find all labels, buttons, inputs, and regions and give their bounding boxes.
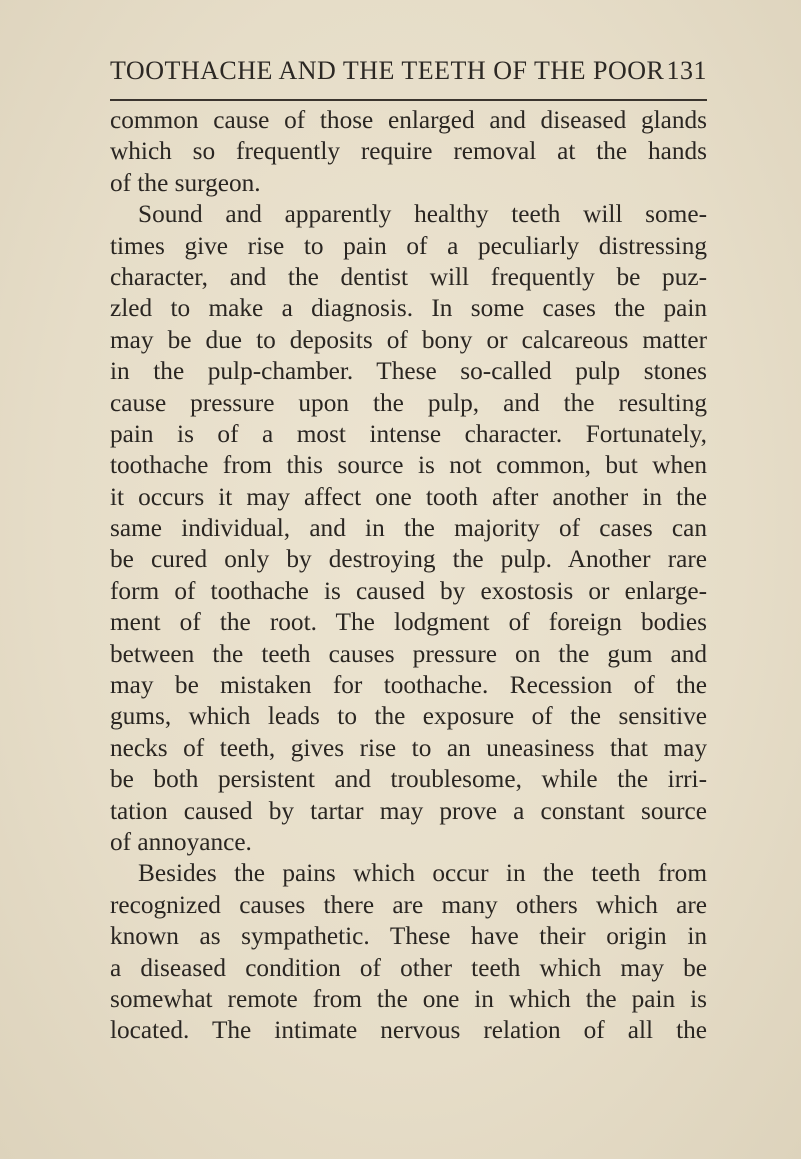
text-line: common cause of those enlarged and diseased glands	[110, 106, 707, 134]
text-line: necks of teeth, gives rise to an uneasiness that may	[110, 733, 707, 762]
text-line: a diseased condition of other teeth which may be	[110, 953, 707, 982]
text-line: Sound and apparently healthy teeth will some-	[138, 200, 707, 229]
text-line: may be mistaken for toothache. Recession of the	[110, 671, 707, 700]
text-line: tation caused by tartar may prove a constant source	[110, 796, 707, 825]
text-line: toothache from this source is not common, but when	[110, 451, 707, 480]
running-head-title: TOOTHACHE AND THE TEETH OF THE POOR	[110, 56, 665, 85]
text-line: ment of the root. The lodgment of foreign bodies	[110, 608, 707, 637]
text-line: same individual, and in the majority of cases can	[110, 514, 707, 543]
text-line: be both persistent and troublesome, while the irri-	[110, 765, 707, 794]
text-line: zled to make a diagnosis. In some cases the pain	[110, 294, 707, 323]
text-line: in the pulp-chamber. These so-called pulp stones	[110, 357, 707, 386]
text-line: of annoyance.	[110, 827, 252, 856]
text-line: character, and the dentist will frequently be puz-	[110, 262, 707, 291]
text-line: of the surgeon.	[110, 168, 261, 197]
text-line: it occurs it may affect one tooth after another in the	[110, 482, 707, 511]
text-line: be cured only by destroying the pulp. Another rare	[110, 545, 707, 574]
body-text	[110, 105, 707, 1047]
text-line: recognized causes there are many others which are	[110, 890, 707, 919]
text-line: Besides the pains which occur in the teeth from	[138, 859, 707, 888]
text-line: gums, which leads to the exposure of the sensitive	[110, 702, 707, 731]
page-number: 131	[666, 56, 707, 85]
text-line: may be due to deposits of bony or calcareous matter	[110, 325, 707, 354]
text-line: located. The intimate nervous relation of all the	[110, 1016, 707, 1045]
header-rule	[110, 99, 707, 101]
running-head	[110, 56, 707, 86]
text-line: form of toothache is caused by exostosis or enlarge-	[110, 576, 707, 605]
text-line: somewhat remote from the one in which the pain is	[110, 984, 707, 1013]
text-line: between the teeth causes pressure on the gum and	[110, 639, 707, 668]
text-line: known as sympathetic. These have their origin in	[110, 922, 707, 951]
text-line: times give rise to pain of a peculiarly distressing	[110, 231, 707, 260]
text-line: which so frequently require removal at the hands	[110, 137, 707, 166]
text-line: cause pressure upon the pulp, and the resulting	[110, 388, 707, 417]
text-line: pain is of a most intense character. Fortunately,	[110, 419, 707, 448]
